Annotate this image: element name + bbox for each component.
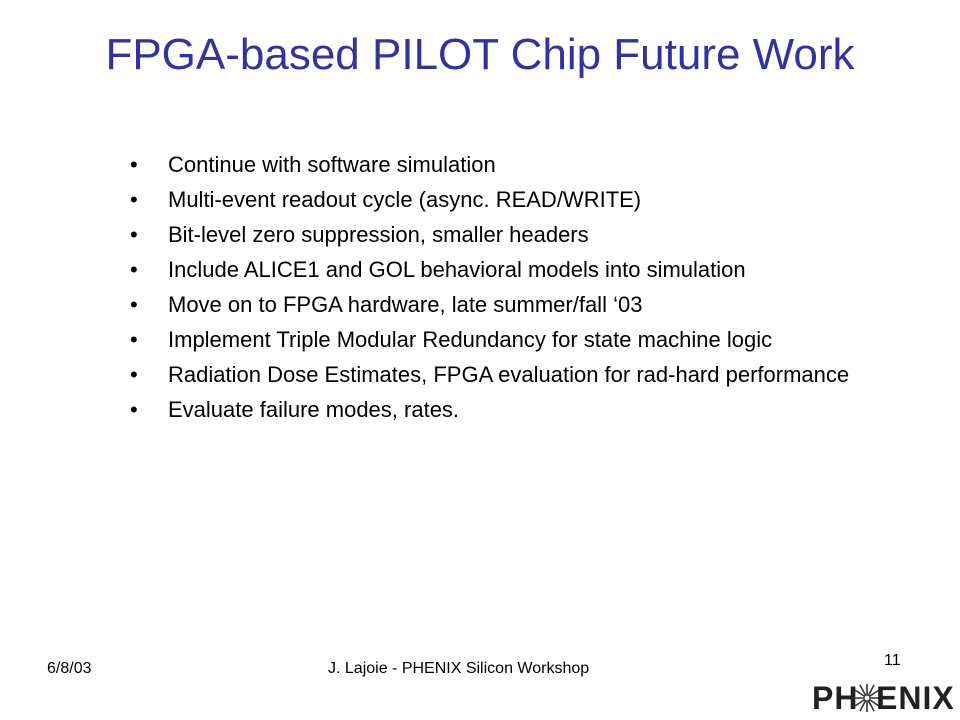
logo-text-left: PH (812, 680, 859, 716)
list-item (130, 292, 850, 317)
bullet-icon: • (130, 397, 138, 422)
bullet-text: Radiation Dose Estimates, FPGA evaluation for rad-hard performance (168, 362, 850, 387)
footer-date: 6/8/03 (47, 660, 92, 677)
list-item (130, 362, 850, 387)
bullet-text: Implement Triple Modular Redundancy for state machine logic (168, 327, 773, 352)
bullet-icon: • (130, 222, 138, 247)
list-item (130, 187, 850, 212)
list-item (130, 397, 850, 422)
bullet-text: Multi-event readout cycle (async. READ/WRITE) (168, 187, 642, 212)
bullet-text: Include ALICE1 and GOL behavioral models into simulation (168, 257, 746, 282)
slide-title: FPGA-based PILOT Chip Future Work (105, 30, 855, 79)
bullet-icon: • (130, 292, 138, 317)
bullet-list (130, 152, 850, 432)
bullet-text: Continue with software simulation (168, 152, 496, 177)
list-item (130, 222, 850, 247)
bullet-icon: • (130, 187, 138, 212)
bullet-icon: • (130, 257, 138, 282)
bullet-text: Bit-level zero suppression, smaller headers (168, 222, 589, 247)
bullet-text: Evaluate failure modes, rates. (168, 397, 460, 422)
list-item (130, 257, 850, 282)
list-item (130, 327, 850, 352)
list-item (130, 152, 850, 177)
page-number: 11 (884, 652, 901, 666)
bullet-icon: • (130, 152, 138, 177)
footer-presenter: J. Lajoie - PHENIX Silicon Workshop (328, 660, 590, 677)
bullet-icon: • (130, 327, 138, 352)
phenix-logo (812, 678, 955, 718)
bullet-text: Move on to FPGA hardware, late summer/fall ‘03 (168, 292, 643, 317)
logo-text-right: ENIX (876, 680, 955, 716)
bullet-icon: • (130, 362, 138, 387)
